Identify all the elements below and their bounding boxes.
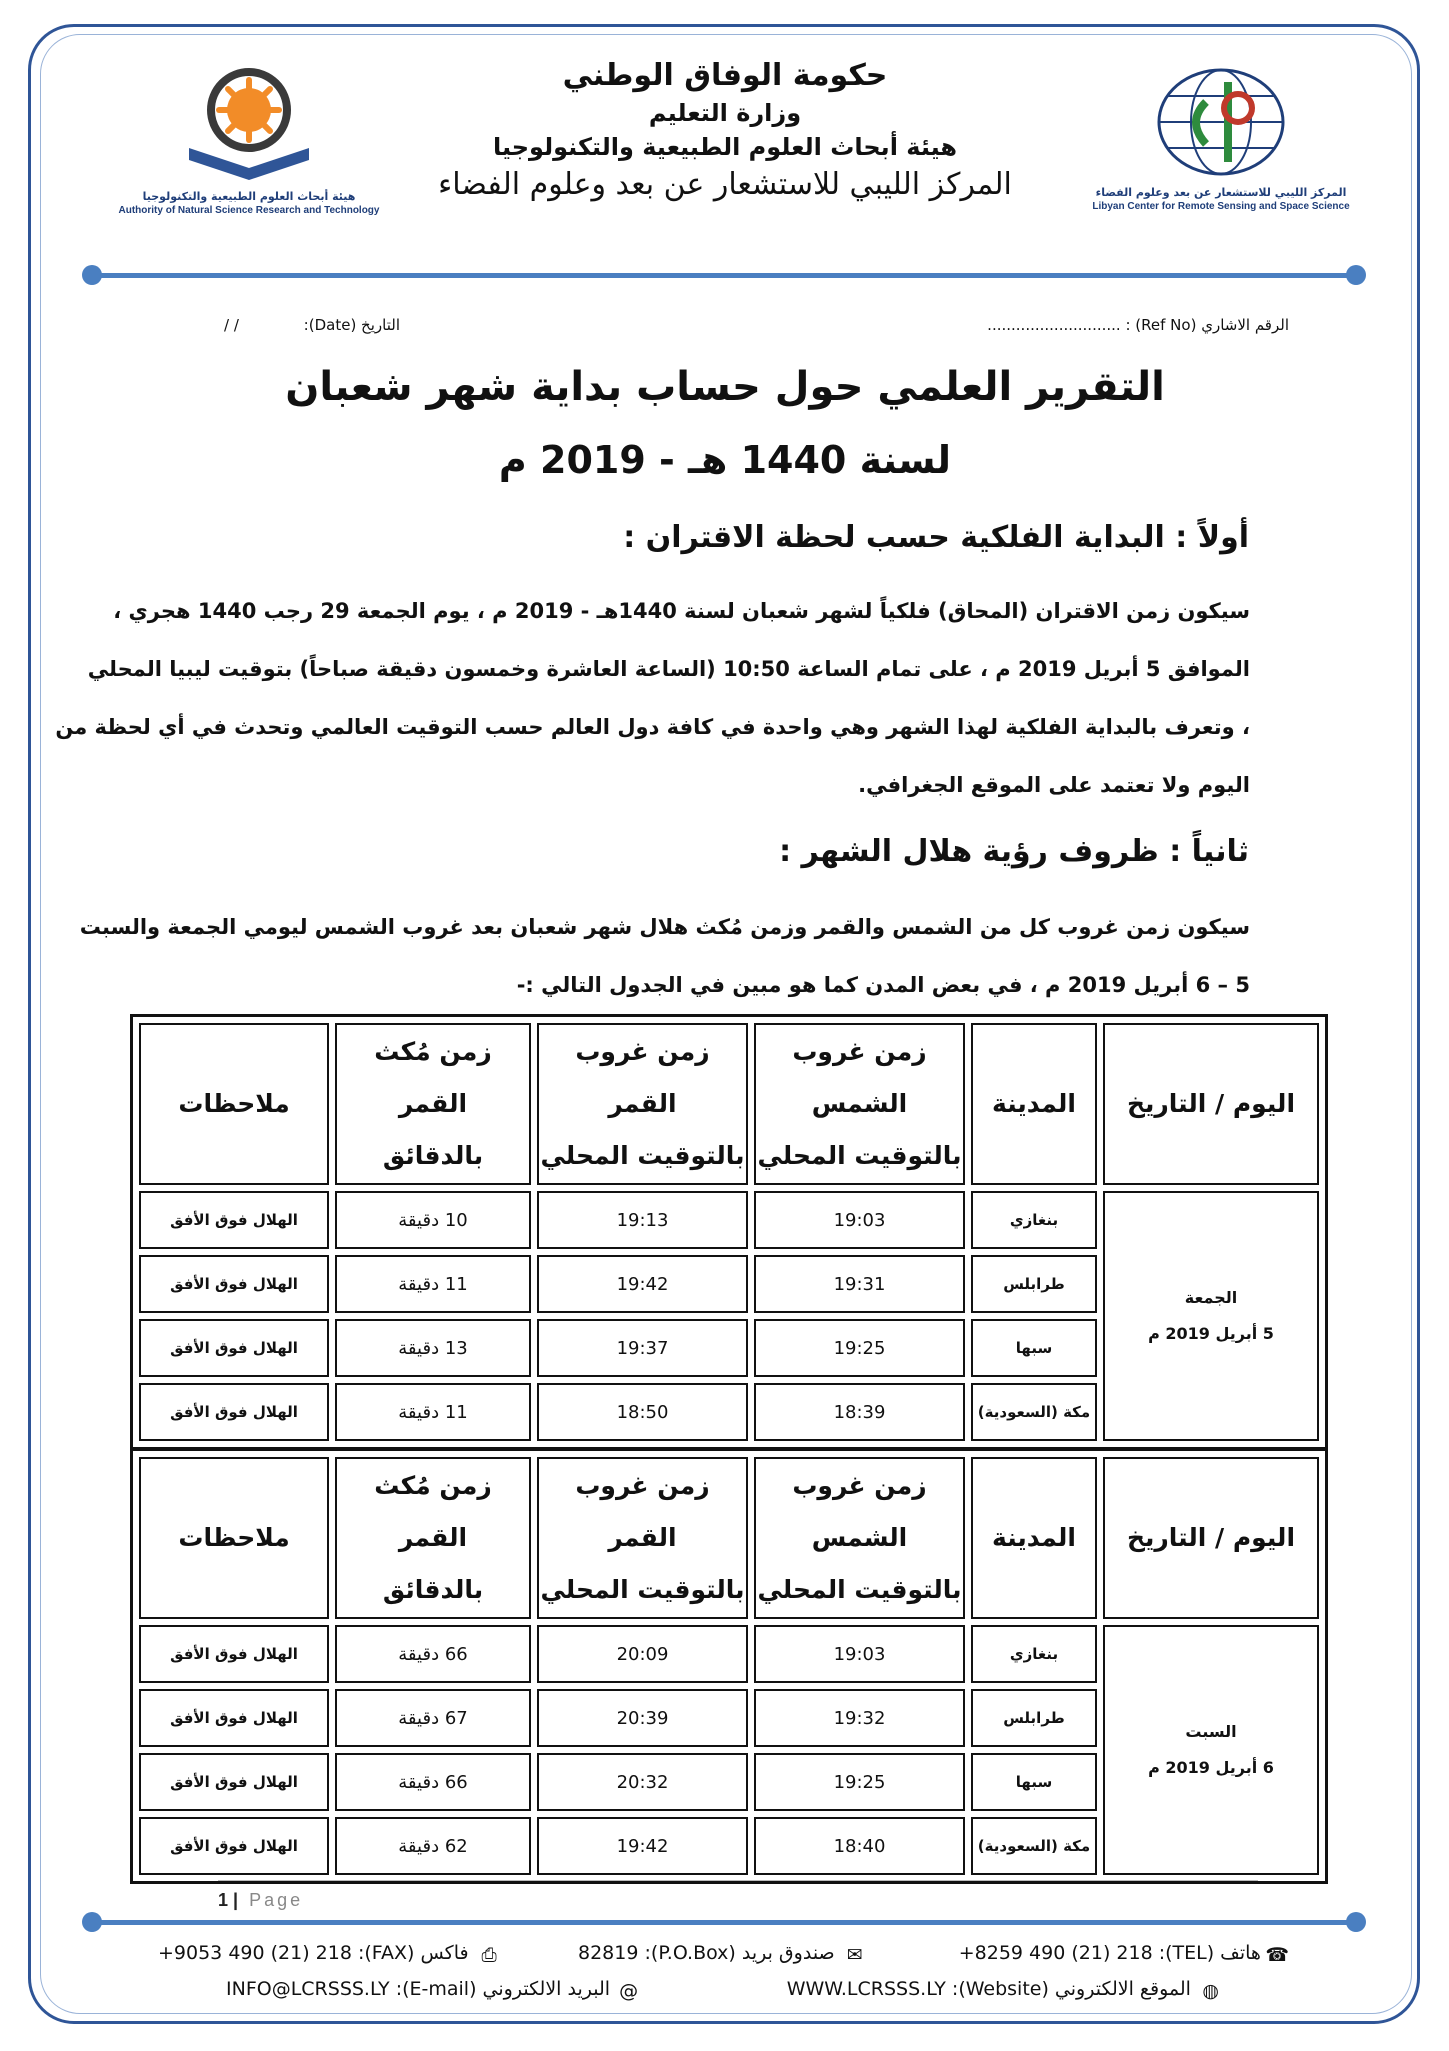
col-notes-header: ملاحظات bbox=[139, 1023, 329, 1185]
section2-heading: ثانياً : ظروف رؤية هلال الشهر : bbox=[779, 834, 1249, 869]
ref-dots: ............................ bbox=[987, 316, 1121, 334]
day-name: السبت bbox=[1185, 1722, 1237, 1741]
footer-pobox: ✉ صندوق بريد (P.O.Box): 82819 bbox=[578, 1942, 863, 1966]
table-row bbox=[139, 1625, 1319, 1683]
footer-email: @ البريد الالكتروني (E-mail): INFO@LCRSSS.LY bbox=[226, 1978, 639, 2002]
lag-cell: 11 دقيقة bbox=[335, 1255, 531, 1313]
section1-paragraph bbox=[55, 582, 1250, 814]
page-number-value: 1 bbox=[218, 1890, 229, 1910]
ministry-name: وزارة التعليم bbox=[648, 99, 802, 127]
day-cell bbox=[1103, 1625, 1319, 1875]
city-cell: بنغازي bbox=[971, 1625, 1097, 1683]
mailbox-icon: ✉ bbox=[846, 1944, 863, 1966]
date-label: التاريخ (Date): bbox=[303, 316, 400, 334]
report-subtitle: لسنة 1440 هـ - 2019 م bbox=[498, 438, 952, 482]
col-sunset-header: زمن غروب الشمس بالتوقيت المحلي bbox=[754, 1457, 965, 1619]
page-number-separator: | bbox=[233, 1890, 239, 1910]
header-divider bbox=[88, 273, 1360, 278]
moonset-cell: 19:42 bbox=[537, 1817, 748, 1875]
footer-divider bbox=[88, 1920, 1360, 1925]
moonset-cell: 20:32 bbox=[537, 1753, 748, 1811]
report-title: التقرير العلمي حول حساب بداية شهر شعبان bbox=[285, 364, 1165, 410]
sunset-cell: 19:32 bbox=[754, 1689, 965, 1747]
col-day-header: اليوم / التاريخ bbox=[1103, 1457, 1319, 1619]
note-cell: الهلال فوق الأفق bbox=[139, 1625, 329, 1683]
sunset-cell: 19:25 bbox=[754, 1753, 965, 1811]
note-cell: الهلال فوق الأفق bbox=[139, 1753, 329, 1811]
moonset-cell: 18:50 bbox=[537, 1383, 748, 1441]
section1-heading: أولاً : البداية الفلكية حسب لحظة الاقتران : bbox=[623, 520, 1249, 555]
note-cell: الهلال فوق الأفق bbox=[139, 1191, 329, 1249]
col-notes-header: ملاحظات bbox=[139, 1457, 329, 1619]
sunset-cell: 19:03 bbox=[754, 1625, 965, 1683]
section2-paragraph bbox=[79, 898, 1250, 1014]
col-moonset-header: زمن غروب القمر بالتوقيت المحلي bbox=[537, 1457, 748, 1619]
note-cell: الهلال فوق الأفق bbox=[139, 1817, 329, 1875]
city-cell: بنغازي bbox=[971, 1191, 1097, 1249]
center-logo bbox=[1090, 62, 1352, 212]
moonset-cell: 20:39 bbox=[537, 1689, 748, 1747]
moonset-cell: 20:09 bbox=[537, 1625, 748, 1683]
moonset-cell: 19:42 bbox=[537, 1255, 748, 1313]
city-cell: مكة (السعودية) bbox=[971, 1383, 1097, 1441]
page-label: Page bbox=[249, 1890, 304, 1910]
sunset-cell: 19:03 bbox=[754, 1191, 965, 1249]
city-cell: سبها bbox=[971, 1753, 1097, 1811]
ref-label: الرقم الاشاري (Ref No) : bbox=[1125, 316, 1289, 334]
date-slashes: / / bbox=[224, 316, 239, 334]
ref-field bbox=[987, 316, 1289, 334]
government-name: حكومة الوفاق الوطني bbox=[562, 58, 888, 93]
lag-cell: 62 دقيقة bbox=[335, 1817, 531, 1875]
col-moonset-header: زمن غروب القمر بالتوقيت المحلي bbox=[537, 1023, 748, 1185]
moonset-cell: 19:13 bbox=[537, 1191, 748, 1249]
city-cell: سبها bbox=[971, 1319, 1097, 1377]
city-cell: طرابلس bbox=[971, 1689, 1097, 1747]
authority-name: هيئة أبحاث العلوم الطبيعية والتكنولوجيا bbox=[492, 133, 958, 161]
date-field bbox=[160, 316, 400, 334]
lag-cell: 67 دقيقة bbox=[335, 1689, 531, 1747]
authority-logo-caption-ar: هيئة أبحاث العلوم الطبيعية والتكنولوجيا bbox=[142, 190, 356, 203]
authority-logo-caption-en: Authority of Natural Science Research and Technology bbox=[118, 205, 380, 216]
footer-tel: ☎ هاتف (TEL): 8259 490 (21) 218+ bbox=[958, 1942, 1289, 1966]
center-logo-caption-en: Libyan Center for Remote Sensing and Space Science bbox=[1092, 201, 1350, 212]
center-name: المركز الليبي للاستشعار عن بعد وعلوم الفضاء bbox=[438, 167, 1012, 202]
section2-line: سيكون زمن غروب كل من الشمس والقمر وزمن مُكث هلال شهر شعبان بعد غروب الشمس ليومي الجمعة والسبت bbox=[79, 915, 1250, 939]
sunset-cell: 19:25 bbox=[754, 1319, 965, 1377]
city-cell: مكة (السعودية) bbox=[971, 1817, 1097, 1875]
section1-line: ، وتعرف بالبداية الفلكية لهذا الشهر وهي واحدة في كافة دول العالم حسب التوقيت العالمي وتحدث في أي لحظة من bbox=[55, 715, 1250, 739]
section1-line: سيكون زمن الاقتران (المحاق) فلكياً لشهر شعبان لسنة 1440هـ - 2019 م ، يوم الجمعة 29 رجب 1440 هجري ، bbox=[113, 599, 1250, 623]
section1-line: الموافق 5 أبريل 2019 م ، على تمام الساعة 10:50 (الساعة العاشرة وخمسون دقيقة صباحاً) بتوقيت ليبيا المحلي bbox=[87, 657, 1250, 681]
lag-cell: 66 دقيقة bbox=[335, 1625, 531, 1683]
footer-website: ◍ الموقع الالكتروني (Website): WWW.LCRSSS.LY bbox=[786, 1978, 1219, 2002]
col-city-header: المدينة bbox=[971, 1457, 1097, 1619]
city-cell: طرابلس bbox=[971, 1255, 1097, 1313]
authority-logo-icon bbox=[179, 64, 319, 184]
moon-table-friday bbox=[130, 1014, 1328, 1450]
sunset-cell: 18:39 bbox=[754, 1383, 965, 1441]
lag-cell: 13 دقيقة bbox=[335, 1319, 531, 1377]
letterhead-titles bbox=[430, 58, 1020, 202]
table-row bbox=[139, 1191, 1319, 1249]
globe-logo-icon bbox=[1146, 62, 1296, 180]
moonset-cell: 19:37 bbox=[537, 1319, 748, 1377]
page-number-rule bbox=[218, 1880, 1258, 1881]
sunset-cell: 18:40 bbox=[754, 1817, 965, 1875]
note-cell: الهلال فوق الأفق bbox=[139, 1319, 329, 1377]
day-date: 6 أبريل 2019 م bbox=[1148, 1758, 1274, 1777]
moon-table-saturday bbox=[130, 1448, 1328, 1884]
section2-line: 5 – 6 أبريل 2019 م ، في بعض المدن كما هو مبين في الجدول التالي :- bbox=[516, 973, 1250, 997]
page-number bbox=[218, 1890, 303, 1911]
note-cell: الهلال فوق الأفق bbox=[139, 1383, 329, 1441]
col-sunset-header: زمن غروب الشمس بالتوقيت المحلي bbox=[754, 1023, 965, 1185]
lag-cell: 10 دقيقة bbox=[335, 1191, 531, 1249]
phone-icon: ☎ bbox=[1265, 1944, 1289, 1966]
email-icon: @ bbox=[619, 1980, 639, 2002]
col-lag-header: زمن مُكث القمر بالدقائق bbox=[335, 1457, 531, 1619]
note-cell: الهلال فوق الأفق bbox=[139, 1255, 329, 1313]
day-cell bbox=[1103, 1191, 1319, 1441]
day-date: 5 أبريل 2019 م bbox=[1148, 1324, 1274, 1343]
col-lag-header: زمن مُكث القمر بالدقائق bbox=[335, 1023, 531, 1185]
fax-icon: ⎙ bbox=[481, 1944, 497, 1966]
authority-logo bbox=[118, 64, 380, 216]
note-cell: الهلال فوق الأفق bbox=[139, 1689, 329, 1747]
day-name: الجمعة bbox=[1184, 1288, 1238, 1307]
sunset-cell: 19:31 bbox=[754, 1255, 965, 1313]
lag-cell: 66 دقيقة bbox=[335, 1753, 531, 1811]
lag-cell: 11 دقيقة bbox=[335, 1383, 531, 1441]
section1-line: اليوم ولا تعتمد على الموقع الجغرافي. bbox=[858, 773, 1250, 797]
center-logo-caption-ar: المركز الليبي للاستشعار عن بعد وعلوم الفضاء bbox=[1095, 186, 1347, 199]
footer-fax: ⎙ فاكس (FAX): 9053 490 (21) 218+ bbox=[158, 1942, 497, 1966]
col-city-header: المدينة bbox=[971, 1023, 1097, 1185]
col-day-header: اليوم / التاريخ bbox=[1103, 1023, 1319, 1185]
globe-icon: ◍ bbox=[1202, 1980, 1219, 2002]
